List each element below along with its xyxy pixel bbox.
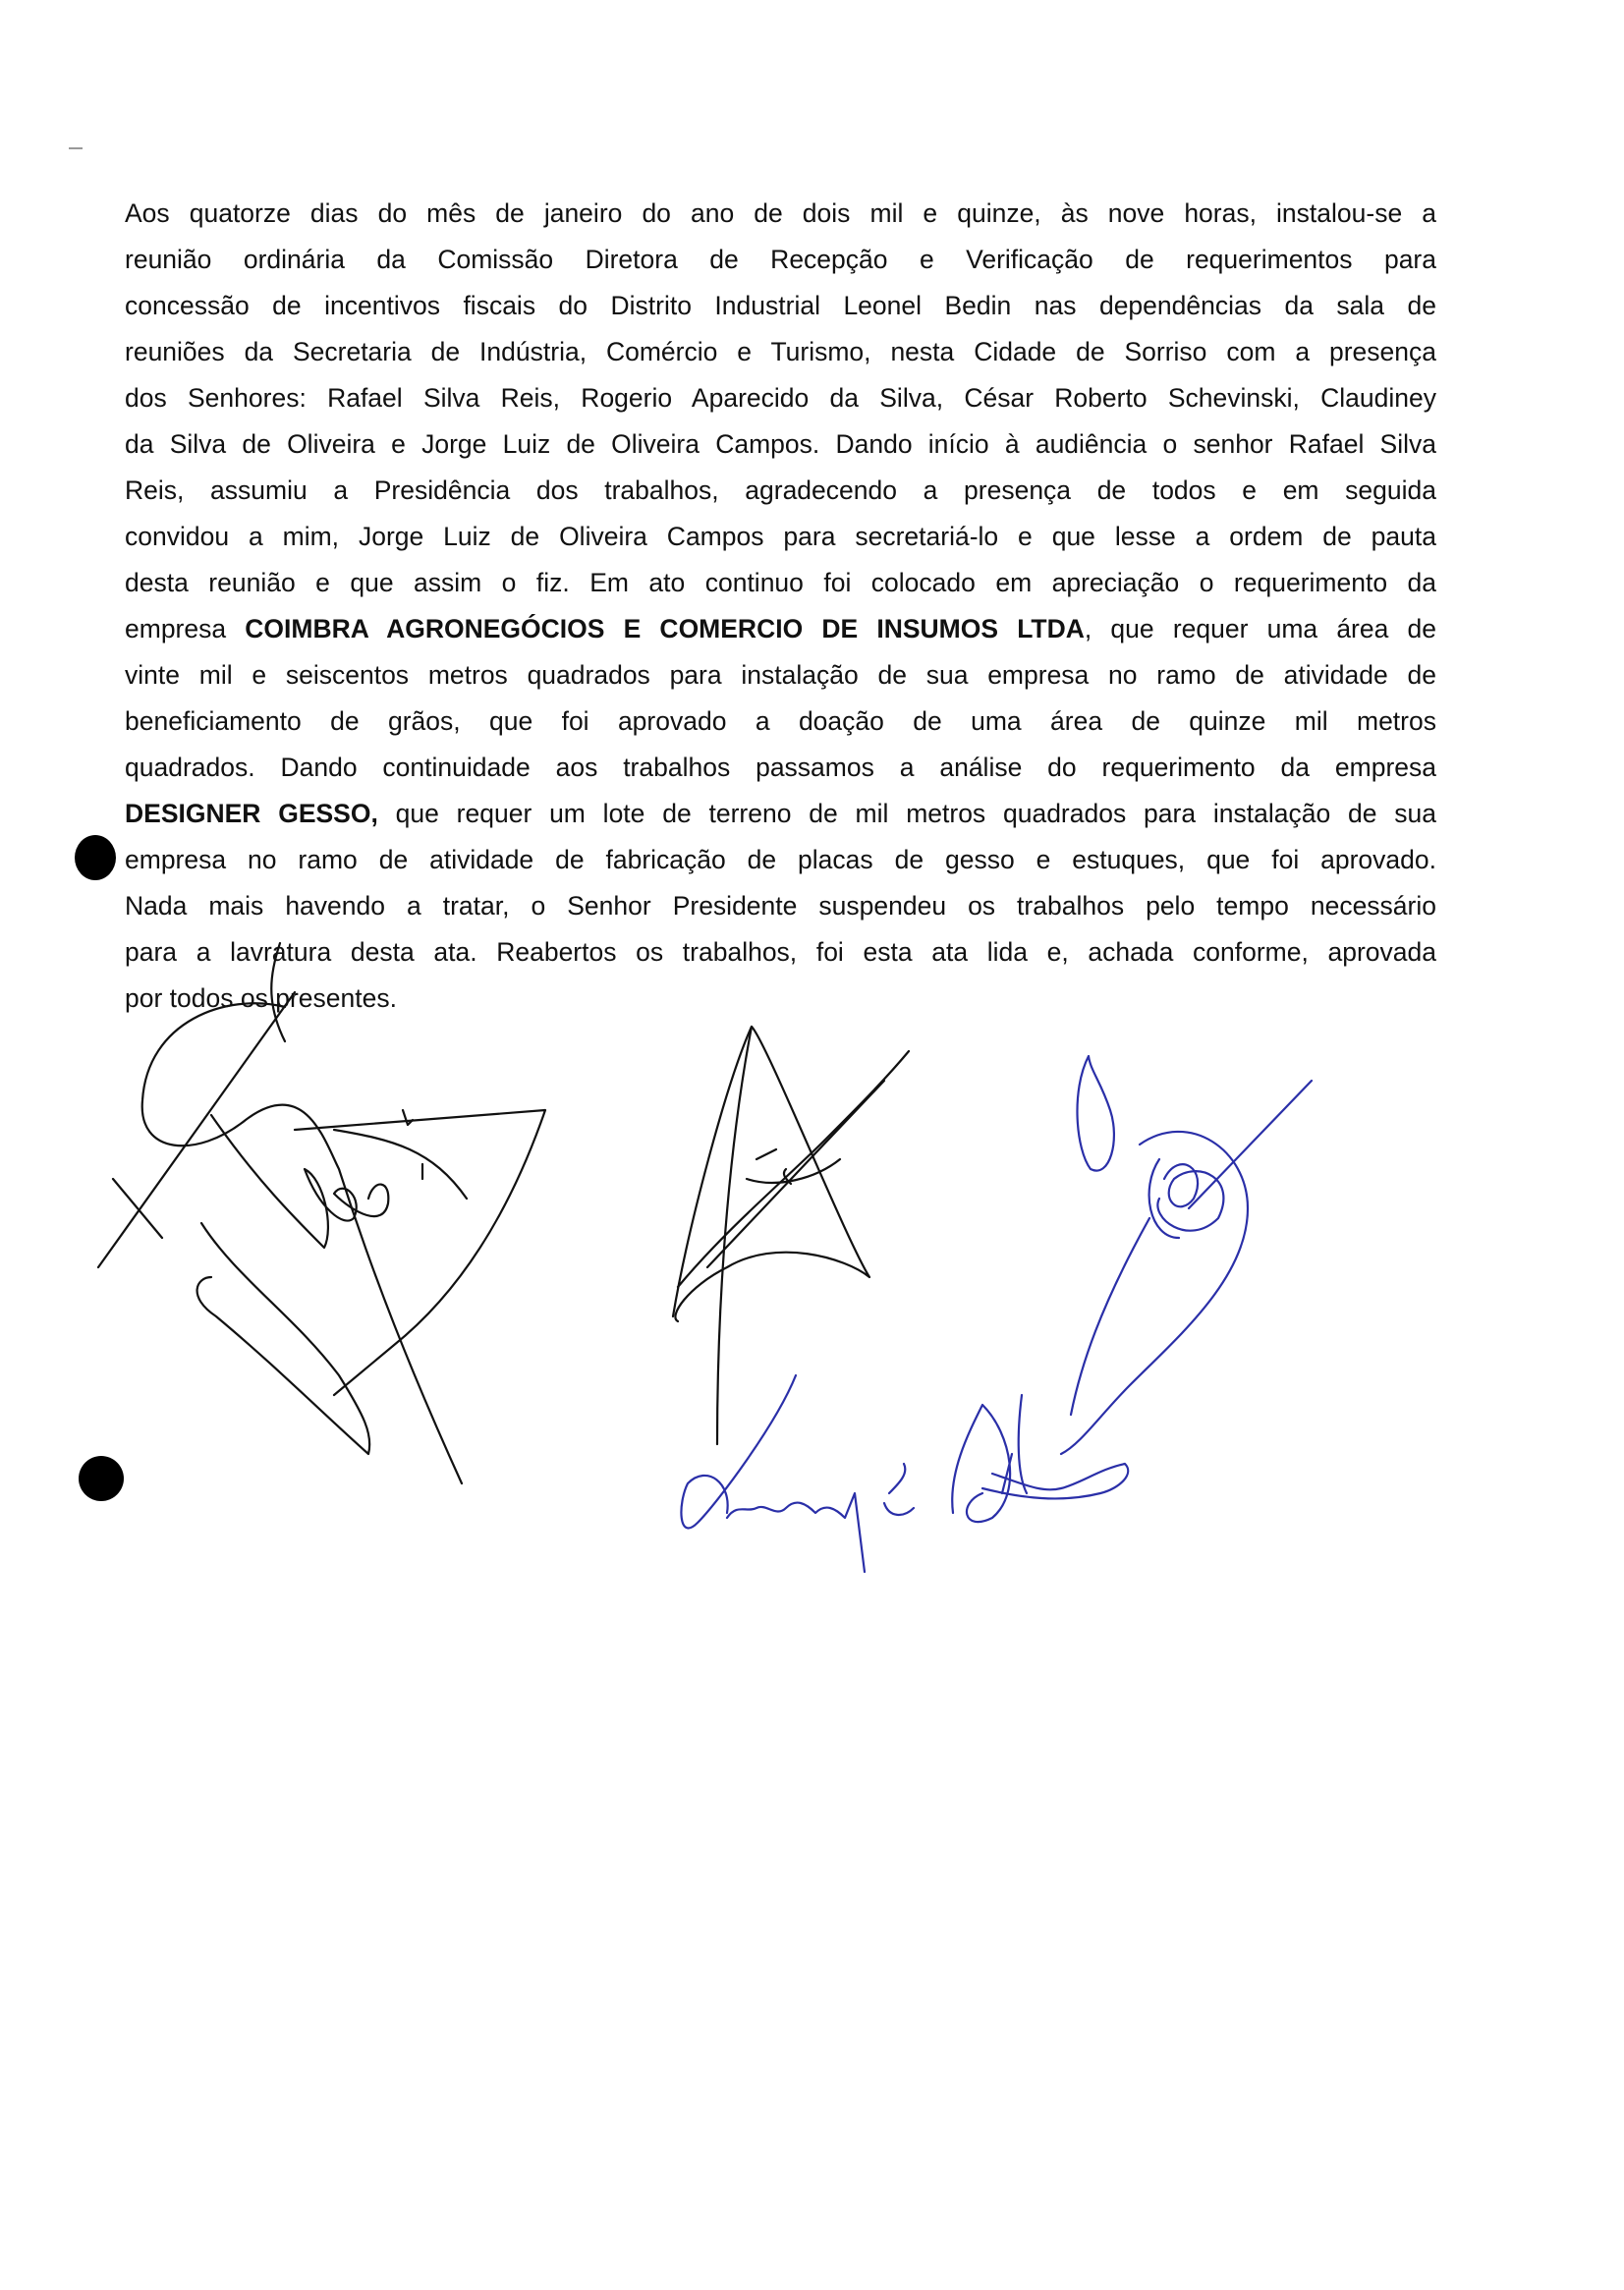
text-line [125,191,1436,237]
text-segment: quadrados. Dando continuidade aos trabalhos passamos a análise do requerimento da empresa [125,753,1436,782]
text-segment: por todos os presentes. [125,983,397,1013]
text-line [125,560,1436,606]
text-segment: dos Senhores: Rafael Silva Reis, Rogerio Aparecido da Silva, César Roberto Schevinski, Claudiney [125,383,1436,413]
text-segment: Reis, assumiu a Presidência dos trabalhos, agradecendo a presença de todos e em seguida [125,475,1436,505]
text-segment: para a lavratura desta ata. Reabertos os trabalhos, foi esta ata lida e, achada conforme, aprovada [125,937,1436,967]
text-segment: empresa [125,614,246,643]
text-line [125,606,1436,652]
text-segment: Nada mais havendo a tratar, o Senhor Presidente suspendeu os trabalhos pelo tempo necessário [125,891,1436,921]
signature-claudiney [681,1375,1128,1572]
company-name: DESIGNER GESSO, [125,799,378,828]
text-line [125,421,1436,468]
punch-hole-top [75,835,116,880]
text-segment: empresa no ramo de atividade de fabricação de placas de gesso e estuques, que foi aprovado. [125,845,1436,874]
text-segment: desta reunião e que assim o fiz. Em ato continuo foi colocado em apreciação o requerimento da [125,568,1436,597]
scan-mark [69,147,83,149]
text-line [125,883,1436,929]
signature-3 [1061,1056,1312,1454]
text-segment: vinte mil e seiscentos metros quadrados para instalação de sua empresa no ramo de atividade de [125,660,1436,690]
text-segment: reuniões da Secretaria de Indústria, Comércio e Turismo, nesta Cidade de Sorriso com a presença [125,337,1436,366]
text-line [125,791,1436,837]
signature-2 [673,1027,909,1444]
text-line [125,976,1436,1022]
text-line [125,929,1436,976]
text-segment: da Silva de Oliveira e Jorge Luiz de Oliveira Campos. Dando início à audiência o senhor Rafael Silva [125,429,1436,459]
text-line [125,468,1436,514]
text-line [125,329,1436,375]
text-line [125,237,1436,283]
company-name: COIMBRA AGRONEGÓCIOS E COMERCIO DE INSUMOS LTDA [245,614,1085,643]
text-segment: concessão de incentivos fiscais do Distrito Industrial Leonel Bedin nas dependências da sala de [125,291,1436,320]
text-segment: Aos quatorze dias do mês de janeiro do ano de dois mil e quinze, às nove horas, instalou-se a [125,198,1436,228]
text-line [125,837,1436,883]
text-segment: beneficiamento de grãos, que foi aprovado a doação de uma área de quinze mil metros [125,706,1436,736]
text-segment: que requer um lote de terreno de mil metros quadrados para instalação de sua [377,799,1437,828]
text-line [125,283,1436,329]
text-line [125,375,1436,421]
text-segment: , que requer uma área de [1084,614,1437,643]
text-line [125,652,1436,698]
text-line [125,698,1436,745]
text-segment: reunião ordinária da Comissão Diretora de Recepção e Verificação de requerimentos para [125,245,1436,274]
text-line [125,514,1436,560]
text-segment: convidou a mim, Jorge Luiz de Oliveira Campos para secretariá-lo e que lesse a ordem de pauta [125,522,1436,551]
meeting-minutes-body [125,191,1436,1022]
text-line [125,745,1436,791]
signature-1 [98,943,545,1483]
punch-hole-bottom [79,1456,124,1501]
